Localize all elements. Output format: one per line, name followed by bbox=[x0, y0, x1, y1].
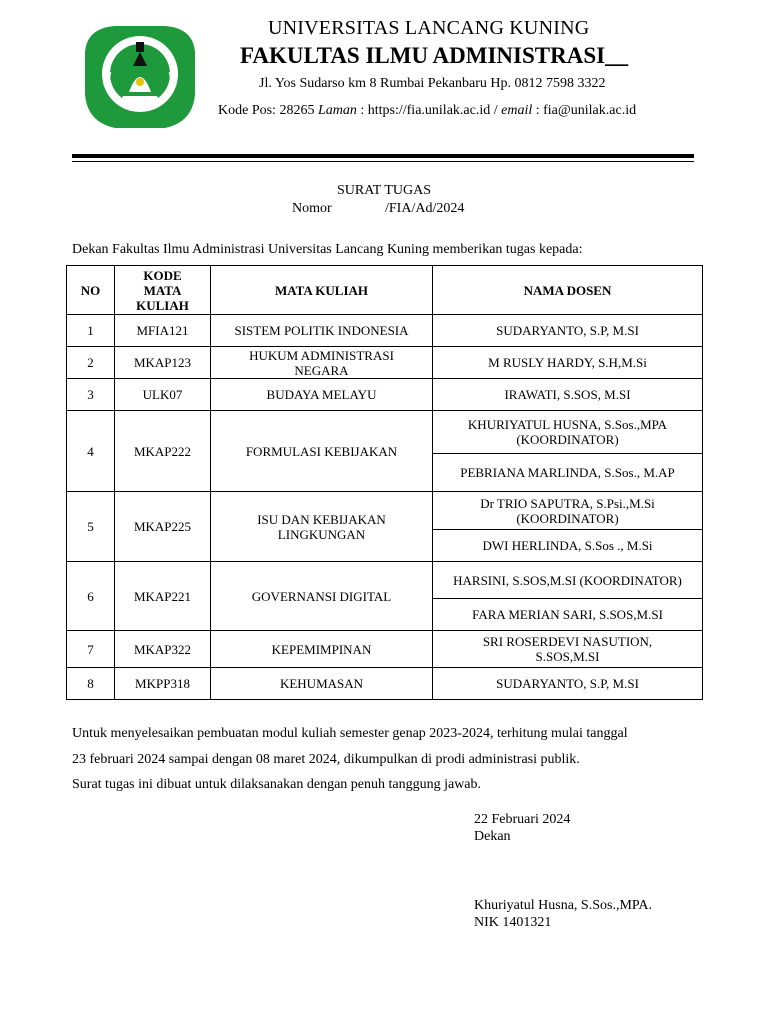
email-label: email bbox=[501, 103, 533, 118]
cell-no: 6 bbox=[67, 562, 115, 631]
cell-nama-dosen: KHURIYATUL HUSNA, S.Sos.,MPA (KOORDINATOR) bbox=[433, 411, 703, 454]
contact-line bbox=[218, 103, 636, 119]
cell-mata-kuliah: SISTEM POLITIK INDONESIA bbox=[211, 315, 433, 347]
body-paragraph-2: 23 februari 2024 sampai dengan 08 maret 2024, dikumpulkan di prodi administrasi publik. bbox=[72, 752, 580, 767]
nomor-label: Nomor bbox=[292, 201, 332, 216]
cell-nama-dosen: Dr TRIO SAPUTRA, S.Psi.,M.Si (KOORDINATOR) bbox=[433, 492, 703, 530]
header-no: NO bbox=[67, 266, 115, 315]
table-row bbox=[67, 668, 703, 700]
cell-mata-kuliah: KEHUMASAN bbox=[211, 668, 433, 700]
cell-mata-kuliah: BUDAYA MELAYU bbox=[211, 379, 433, 411]
cell-kode: MKAP221 bbox=[115, 562, 211, 631]
header-divider-thick bbox=[72, 154, 694, 158]
cell-mata-kuliah: HUKUM ADMINISTRASI NEGARA bbox=[211, 347, 433, 379]
table-row bbox=[67, 631, 703, 668]
cell-kode: MKAP222 bbox=[115, 411, 211, 492]
university-logo bbox=[75, 22, 205, 132]
table-row bbox=[67, 315, 703, 347]
address: Jl. Yos Sudarso km 8 Rumbai Pekanbaru Hp. 0812 7598 3322 bbox=[259, 76, 606, 91]
body-paragraph-3: Surat tugas ini dibuat untuk dilaksanakan dengan penuh tanggung jawab. bbox=[72, 777, 482, 792]
cell-mata-kuliah: GOVERNANSI DIGITAL bbox=[211, 562, 433, 631]
cell-kode: MKAP123 bbox=[115, 347, 211, 379]
cell-nama-dosen: FARA MERIAN SARI, S.SOS,M.SI bbox=[433, 599, 703, 631]
cell-mata-kuliah: FORMULASI KEBIJAKAN bbox=[211, 411, 433, 492]
table-row bbox=[67, 411, 703, 454]
body-paragraph-1: Untuk menyelesaikan pembuatan modul kuliah semester genap 2023-2024, terhitung mulai tanggal bbox=[72, 726, 628, 741]
cell-mata-kuliah: ISU DAN KEBIJAKAN LINGKUNGAN bbox=[211, 492, 433, 562]
cell-nama-dosen: HARSINI, S.SOS,M.SI (KOORDINATOR) bbox=[433, 562, 703, 599]
cell-kode: MKPP318 bbox=[115, 668, 211, 700]
cell-nama-dosen: PEBRIANA MARLINDA, S.Sos., M.AP bbox=[433, 454, 703, 492]
letter-title: SURAT TUGAS bbox=[336, 183, 431, 198]
cell-nama-dosen: SRI ROSERDEVI NASUTION, S.SOS,M.SI bbox=[433, 631, 703, 668]
signature-position: Dekan bbox=[474, 829, 511, 844]
table-row bbox=[67, 492, 703, 530]
signature-nik: NIK 1401321 bbox=[474, 915, 552, 930]
signature-name: Khuriyatul Husna, S.Sos.,MPA. bbox=[474, 898, 653, 913]
header-divider-thin bbox=[72, 161, 694, 162]
cell-nama-dosen: DWI HERLINDA, S.Sos ., M.Si bbox=[433, 530, 703, 562]
table-row bbox=[67, 347, 703, 379]
cell-mata-kuliah: KEPEMIMPINAN bbox=[211, 631, 433, 668]
table-row bbox=[67, 562, 703, 599]
letter-number bbox=[292, 201, 465, 217]
cell-nama-dosen: IRAWATI, S.SOS, M.SI bbox=[433, 379, 703, 411]
cell-no: 4 bbox=[67, 411, 115, 492]
cell-no: 7 bbox=[67, 631, 115, 668]
cell-no: 8 bbox=[67, 668, 115, 700]
header-kode: KODE MATA KULIAH bbox=[115, 266, 211, 315]
cell-kode: MFIA121 bbox=[115, 315, 211, 347]
cell-kode: MKAP225 bbox=[115, 492, 211, 562]
cell-no: 5 bbox=[67, 492, 115, 562]
cell-no: 1 bbox=[67, 315, 115, 347]
table-header-row bbox=[67, 266, 703, 315]
header-nama-dosen: NAMA DOSEN bbox=[433, 266, 703, 315]
header-mata-kuliah: MATA KULIAH bbox=[211, 266, 433, 315]
table-row bbox=[67, 379, 703, 411]
assignment-table bbox=[66, 265, 703, 700]
nomor-value: /FIA/Ad/2024 bbox=[385, 201, 465, 216]
email: : fia@unilak.ac.id bbox=[535, 103, 637, 118]
cell-nama-dosen: SUDARYANTO, S.P, M.SI bbox=[433, 668, 703, 700]
cell-no: 3 bbox=[67, 379, 115, 411]
laman-label: Laman bbox=[317, 103, 357, 118]
cell-nama-dosen: M RUSLY HARDY, S.H,M.Si bbox=[433, 347, 703, 379]
faculty-name: FAKULTAS ILMU ADMINISTRASI__ bbox=[240, 43, 629, 68]
letter-intro: Dekan Fakultas Ilmu Administrasi Universitas Lancang Kuning memberikan tugas kepada: bbox=[72, 242, 583, 257]
cell-no: 2 bbox=[67, 347, 115, 379]
cell-kode: MKAP322 bbox=[115, 631, 211, 668]
university-name: UNIVERSITAS LANCANG KUNING bbox=[268, 17, 590, 39]
postal-code: Kode Pos: 28265 bbox=[218, 103, 315, 118]
website: : https://fia.unilak.ac.id / bbox=[360, 103, 498, 118]
signature-date: 22 Februari 2024 bbox=[474, 812, 571, 827]
cell-nama-dosen: SUDARYANTO, S.P, M.SI bbox=[433, 315, 703, 347]
cell-kode: ULK07 bbox=[115, 379, 211, 411]
